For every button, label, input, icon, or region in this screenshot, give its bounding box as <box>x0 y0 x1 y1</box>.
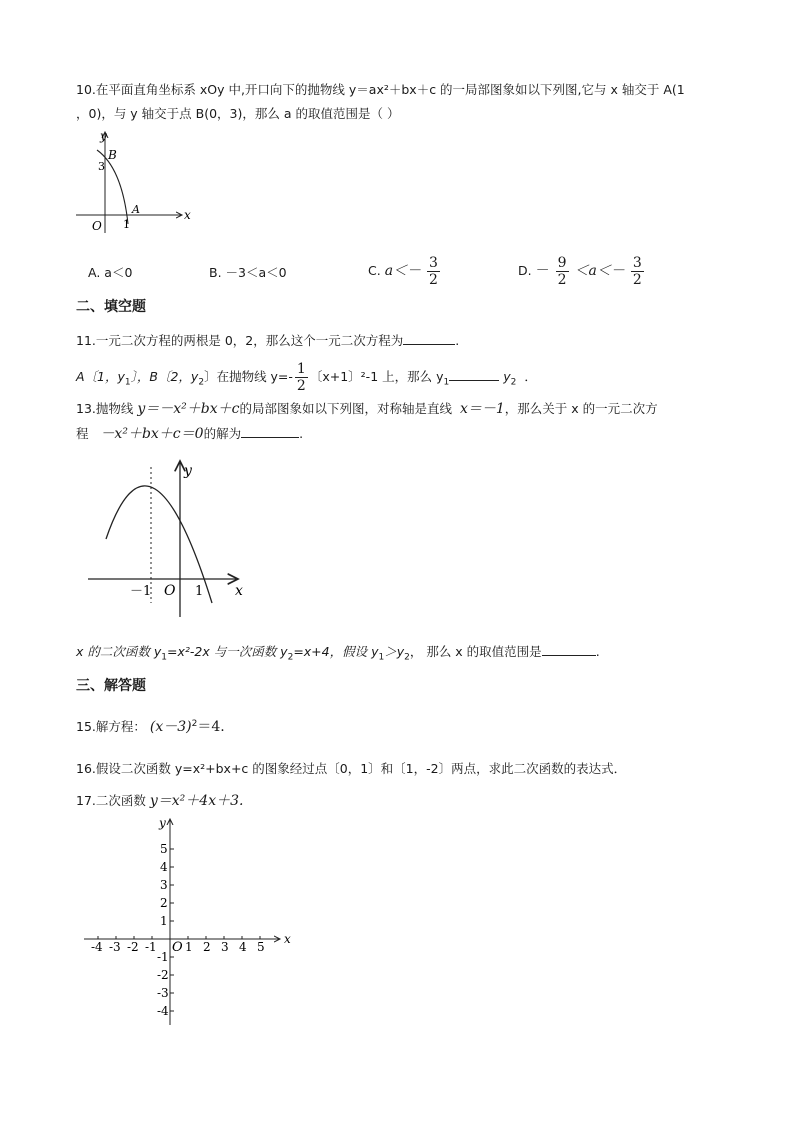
q10-option-b: B. －3＜a＜0 <box>209 265 287 280</box>
q13-y-label: y <box>184 463 192 479</box>
q17-y-tick-label: -2 <box>157 968 169 982</box>
q17-y-tick-label: -4 <box>157 1004 169 1018</box>
q10-graph <box>70 128 195 238</box>
q10-tick-3: 3 <box>98 160 105 173</box>
q13-graph <box>84 455 254 620</box>
q13-line2: 程 －x²＋bx＋c＝0的解为 . <box>76 426 304 442</box>
q17-x-tick-label: 2 <box>203 940 211 954</box>
q10-tick-1: 1 <box>123 218 130 231</box>
q17-y-tick-label: 4 <box>160 860 168 874</box>
q10-x-label: x <box>184 208 191 222</box>
q12: A〔1，$y_1$〕，B〔2，$y_2$〕在抛物线 y=- $\frac{1}{2}$ 〔x+1〕²-1 上，那么 $y_1$ $y_2$ ． <box>76 361 537 394</box>
q17-x-tick-label: 4 <box>239 940 247 954</box>
q17-origin-label: O <box>172 940 183 955</box>
q17-y-label: y <box>159 816 166 830</box>
q10-line2: ，0)，与 y 轴交于点 B(0，3)，那么 a 的取值范围是（ ） <box>76 106 400 121</box>
q10-option-a: A. a＜0 <box>88 265 133 280</box>
q17-ticks <box>91 842 265 1018</box>
q14: x 的二次函数 $y_1=x^2-2x$ 与一次函数 $y_2=x+4$，假设 $y_1>y_2$， 那么 x 的取值范围是 . <box>76 644 600 663</box>
q15: 15.解方程： $(x-3)^2=4$. <box>76 718 225 735</box>
q17-x-label: x <box>284 932 291 946</box>
q13-x-label: x <box>235 583 243 599</box>
q10-option-d: D. － $\frac{9}{2}$ ＜a＜－ $\frac{3}{2}$ <box>518 255 642 288</box>
q17-x-tick-label: 5 <box>257 940 265 954</box>
q13-tick-1: 1 <box>195 584 204 599</box>
q17-y-tick-label: 5 <box>160 842 168 856</box>
q17-x-tick-label: 1 <box>185 940 193 954</box>
q17-x-tick-label: -2 <box>127 940 139 954</box>
q17-x-tick-label: -4 <box>91 940 103 954</box>
q10-point-a-label: A <box>132 203 140 216</box>
q17-x-tick-label: -3 <box>109 940 121 954</box>
q13-answer-blank[interactable] <box>241 425 299 438</box>
q17: 17.二次函数 y＝x²＋4x＋3. <box>76 793 244 809</box>
q17-coordinate-grid <box>82 815 302 1030</box>
q10-y-label: y <box>100 129 107 143</box>
section-solve-title: 三、解答题 <box>76 678 146 694</box>
q14-answer-blank[interactable] <box>542 643 596 656</box>
q13-origin-label: O <box>164 583 176 599</box>
q17-y-tick-label: -1 <box>157 950 169 964</box>
q17-y-tick-label: 1 <box>160 914 168 928</box>
q17-x-tick-label: 3 <box>221 940 229 954</box>
q13-tick-neg1: －1 <box>130 584 152 599</box>
q10-origin-label: O <box>92 219 102 233</box>
q17-x-tick-label: -1 <box>145 940 157 954</box>
q17-y-tick-label: 2 <box>160 896 168 910</box>
q10-option-c: C. a＜－ $\frac{3}{2}$ <box>368 255 438 288</box>
q10-point-b-label: B <box>108 148 117 162</box>
q11-answer-blank[interactable] <box>403 332 455 345</box>
q16: 16.假设二次函数 y=x²+bx+c 的图象经过点〔0，1〕和〔1，-2〕两点，求此二次函数的表达式． <box>76 761 627 776</box>
q10-line1: 10.在平面直角坐标系 xOy 中,开口向下的抛物线 y＝ax²＋bx＋c 的一局部图象如以下列图,它与 x 轴交于 A(1 <box>76 82 685 97</box>
q17-y-tick-label: 3 <box>160 878 168 892</box>
q11: 11.一元二次方程的两根是 0，2，那么这个一元二次方程为 . <box>76 333 460 348</box>
q13-line1: 13.抛物线 y＝－x²＋bx＋c的局部图象如以下列图，对称轴是直线 x＝－1，那么关于 x 的一元二次方 <box>76 401 658 417</box>
q17-y-tick-label: -3 <box>157 986 169 1000</box>
q12-answer-blank[interactable] <box>449 368 499 381</box>
q10-option-c-fraction: $\frac{3}{2}$ <box>429 255 438 288</box>
section-fill-in-title: 二、填空题 <box>76 299 146 315</box>
